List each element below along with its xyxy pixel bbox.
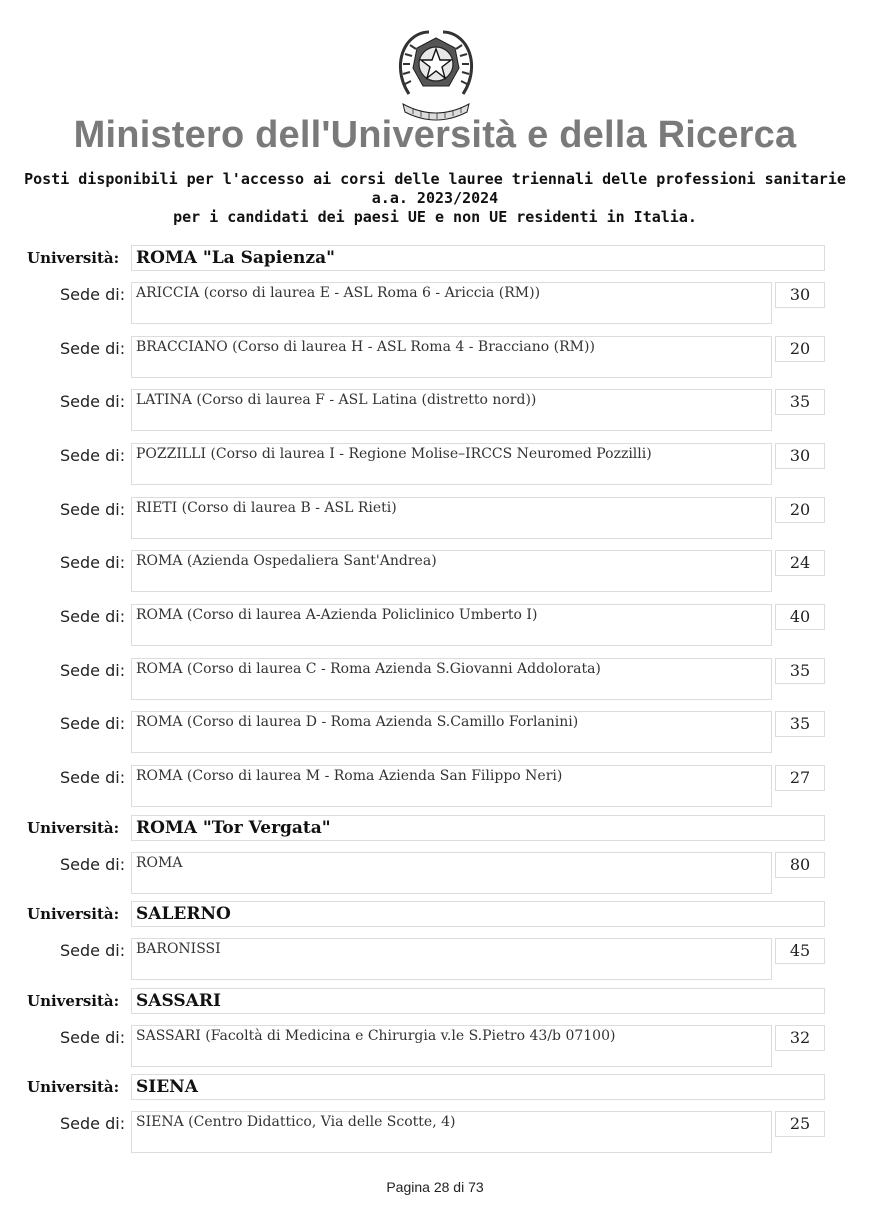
subtitle-line-2: a.a. 2023/2024 <box>371 189 499 207</box>
posti-value: 80 <box>775 852 825 878</box>
sede-name: RIETI (Corso di laurea B - ASL Rieti) <box>131 497 772 539</box>
sede-name: POZZILLI (Corso di laurea I - Regione Molise–IRCCS Neuromed Pozzilli) <box>131 443 772 485</box>
sede-label: Sede di: <box>60 553 126 572</box>
sede-name: BRACCIANO (Corso di laurea H - ASL Roma 4 - Bracciano (RM)) <box>131 336 772 378</box>
sede-label: Sede di: <box>60 855 126 874</box>
universita-label: Università: <box>27 249 120 267</box>
universita-label: Università: <box>27 1078 120 1096</box>
sede-name: SIENA (Centro Didattico, Via delle Scotte, 4) <box>131 1111 772 1153</box>
sede-label: Sede di: <box>60 607 126 626</box>
sede-label: Sede di: <box>60 285 126 304</box>
sede-label: Sede di: <box>60 339 126 358</box>
sede-name: BARONISSI <box>131 938 772 980</box>
sede-label: Sede di: <box>60 1114 126 1133</box>
sede-label: Sede di: <box>60 392 126 411</box>
universita-label: Università: <box>27 992 120 1010</box>
sede-label: Sede di: <box>60 661 126 680</box>
posti-value: 20 <box>775 336 825 362</box>
sede-label: Sede di: <box>60 500 126 519</box>
posti-value: 40 <box>775 604 825 630</box>
sede-name: ARICCIA (corso di laurea E - ASL Roma 6 - Ariccia (RM)) <box>131 282 772 324</box>
sede-name: ROMA (Corso di laurea A-Azienda Policlinico Umberto I) <box>131 604 772 646</box>
sede-name: ROMA <box>131 852 772 894</box>
italian-republic-emblem <box>391 24 481 122</box>
universita-name: SALERNO <box>131 901 825 927</box>
sede-label: Sede di: <box>60 1028 126 1047</box>
posti-value: 20 <box>775 497 825 523</box>
universita-name: ROMA "La Sapienza" <box>131 245 825 271</box>
sede-name: ROMA (Corso di laurea C - Roma Azienda S.Giovanni Addolorata) <box>131 658 772 700</box>
sede-label: Sede di: <box>60 941 126 960</box>
universita-label: Università: <box>27 905 120 923</box>
universita-name: ROMA "Tor Vergata" <box>131 815 825 841</box>
posti-value: 45 <box>775 938 825 964</box>
sede-name: LATINA (Corso di laurea F - ASL Latina (distretto nord)) <box>131 389 772 431</box>
posti-value: 35 <box>775 389 825 415</box>
posti-value: 30 <box>775 282 825 308</box>
sede-name: ROMA (Corso di laurea M - Roma Azienda San Filippo Neri) <box>131 765 772 807</box>
sede-label: Sede di: <box>60 714 126 733</box>
page-number: Pagina 28 di 73 <box>386 1179 484 1195</box>
posti-value: 35 <box>775 711 825 737</box>
sede-name: ROMA (Corso di laurea D - Roma Azienda S.Camillo Forlanini) <box>131 711 772 753</box>
ministry-title: Ministero dell'Università e della Ricerca <box>73 114 797 156</box>
subtitle-line-1: Posti disponibili per l'accesso ai corsi delle lauree triennali delle professioni sanitarie <box>24 170 846 188</box>
posti-value: 24 <box>775 550 825 576</box>
universita-name: SIENA <box>131 1074 825 1100</box>
posti-value: 32 <box>775 1025 825 1051</box>
universita-name: SASSARI <box>131 988 825 1014</box>
posti-value: 27 <box>775 765 825 791</box>
sede-label: Sede di: <box>60 768 126 787</box>
sede-name: ROMA (Azienda Ospedaliera Sant'Andrea) <box>131 550 772 592</box>
subtitle-line-3: per i candidati dei paesi UE e non UE residenti in Italia. <box>173 208 697 226</box>
posti-value: 35 <box>775 658 825 684</box>
posti-value: 25 <box>775 1111 825 1137</box>
universita-label: Università: <box>27 819 120 837</box>
sede-name: SASSARI (Facoltà di Medicina e Chirurgia v.le S.Pietro 43/b 07100) <box>131 1025 772 1067</box>
posti-value: 30 <box>775 443 825 469</box>
sede-label: Sede di: <box>60 446 126 465</box>
